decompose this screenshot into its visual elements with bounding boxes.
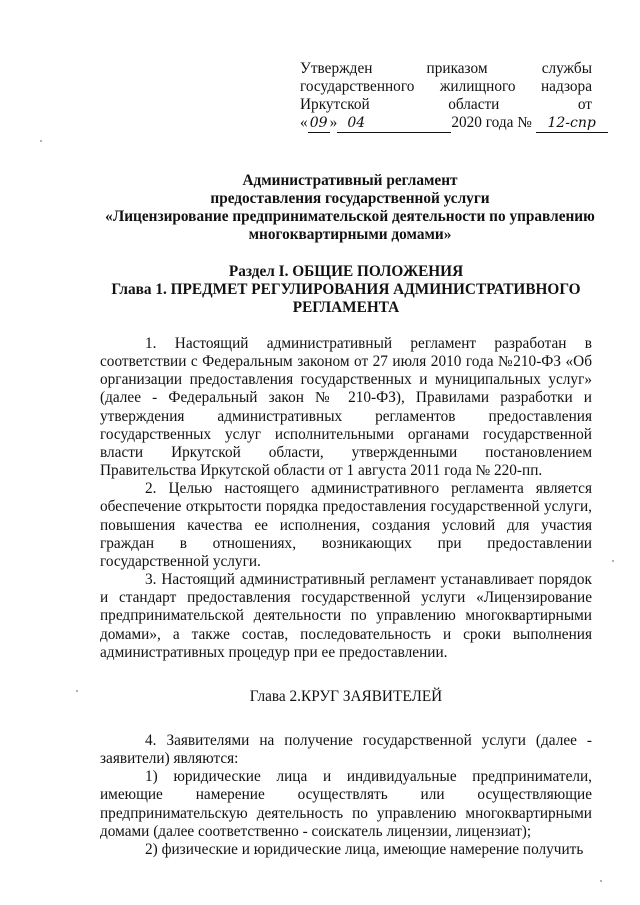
scan-speck (600, 880, 602, 882)
approval-line-1: Утвержден приказом службы (300, 60, 592, 77)
approval-date-line: « 09 » 04 2020 года № 12-спр (300, 114, 592, 133)
paragraph-4: 4. Заявителями на получение государственной услуги (далее - заявители) являются: (100, 731, 592, 768)
approval-line-2: государственного жилищного надзора (300, 78, 592, 95)
document-body (100, 335, 592, 859)
paragraph-6: 2) физические и юридические лица, имеющие намерение получить (145, 840, 584, 858)
paragraph-1: 1. Настоящий административный регламент разработан в соответствии с Федеральным законом от 27 июля 2010 года №210-ФЗ «Об организации предоставления государственных и муниципальных услуг» (далее - Федеральный закон № 210-ФЗ), Правилами разработки и утверждения административных регламентов предоставления государственных услуг исполнительными органами государственной власти Иркутской области, утвержденными постановлением Правительства Иркутской области от 1 августа 2011 года № 220-пп. (100, 335, 592, 480)
scan-speck (612, 560, 614, 562)
approval-stamp (300, 60, 596, 133)
approval-line-3: Иркутской области от (300, 96, 592, 113)
scan-speck (76, 690, 78, 692)
paragraph-5: 1) юридические лица и индивидуальные предприниматели, имеющие намерение осуществлять или осуществляющие предпринимательскую деятельность по управлению многоквартирными домами (далее соответственно - соискатель лицензии, лицензиат); (100, 768, 592, 840)
document-title: Административный регламент предоставления государственной услуги «Лицензирование предпринимательской деятельности по управлению многоквартирными домами» (105, 172, 595, 243)
chapter-2-heading: Глава 2.КРУГ ЗАЯВИТЕЛЕЙ (249, 687, 443, 705)
handwritten-day: 09 (308, 114, 330, 133)
section-heading: Раздел I. ОБЩИЕ ПОЛОЖЕНИЯ Глава 1. ПРЕДМЕТ РЕГУЛИРОВАНИЯ АДМИНИСТРАТИВНОГО РЕГЛАМЕНТА (111, 263, 581, 316)
scan-speck (40, 140, 42, 142)
handwritten-number: 12-спр (536, 114, 608, 133)
handwritten-month: 04 (337, 114, 451, 133)
paragraph-3: 3. Настоящий административный регламент устанавливает порядок и стандарт предоставления государственной услуги «Лицензирование предпринимательской деятельности по управлению многоквартирными домами», а также состав, последовательность и сроки выполнения административных процедур при ее предоставлении. (100, 571, 592, 661)
paragraph-2: 2. Целью настоящего административного регламента является обеспечение открытости порядка предоставления государственной услуги, повышения качества ее исполнения, создания условий для участия граждан в отношениях, возникающих при предоставлении государственной услуги. (100, 480, 592, 570)
